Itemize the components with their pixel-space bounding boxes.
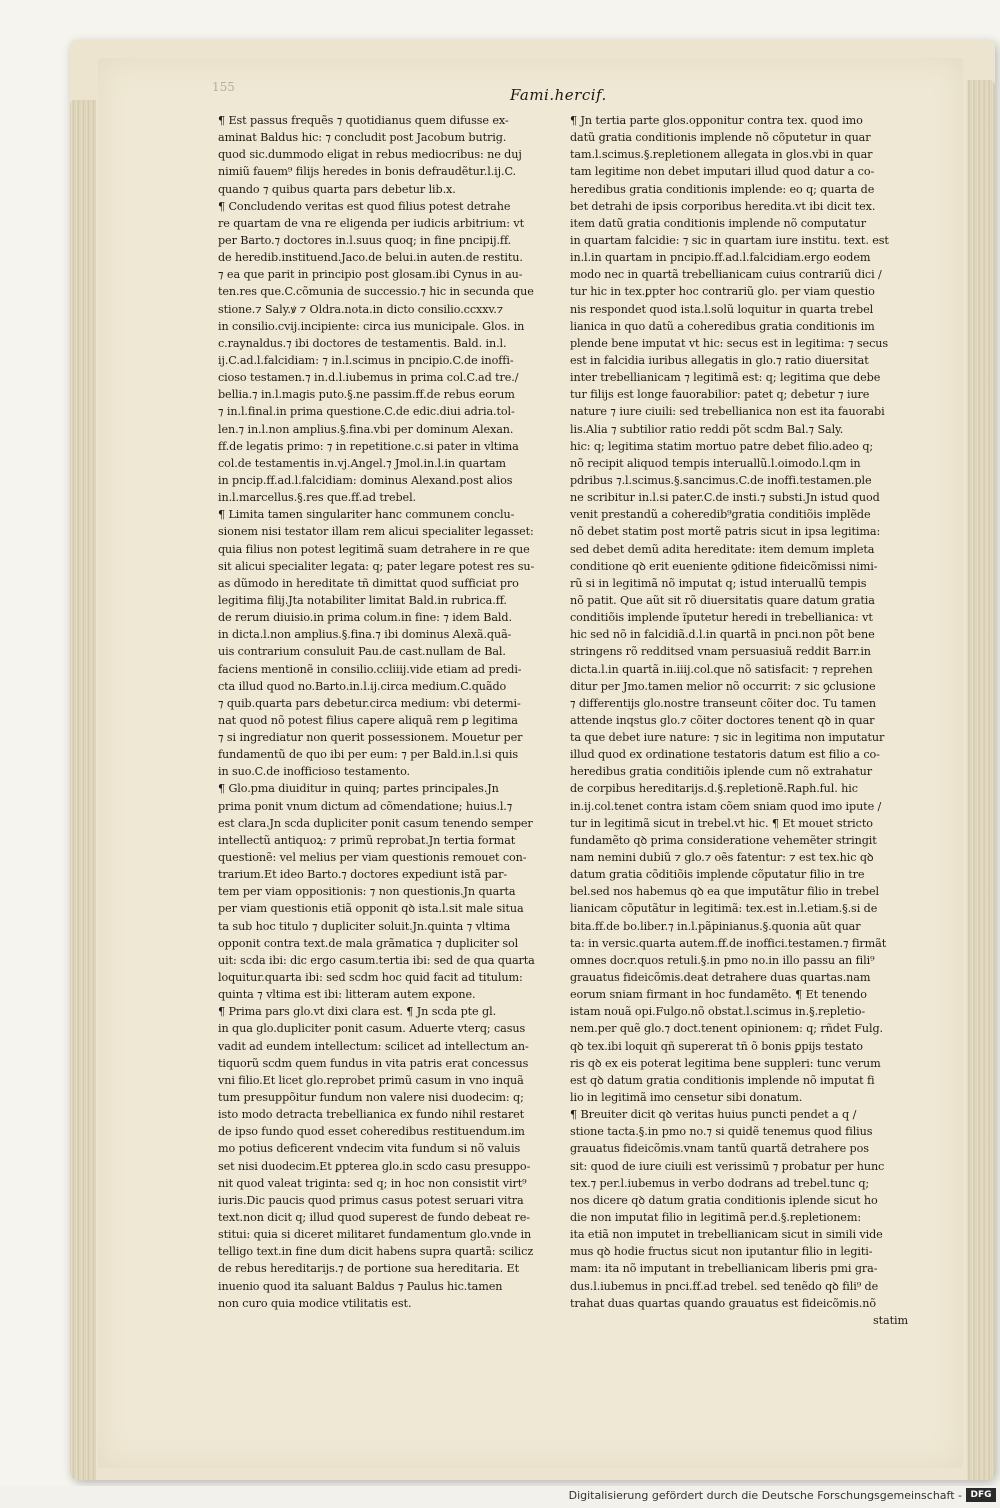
text-line: mus qꝺ hodie fructus sicut non iputantur filio in legiti- [570, 1245, 873, 1259]
text-line: mo potius deficerent vndecim vita fundum si nõ valuis [218, 1142, 521, 1156]
text-line: grauatus fideicõmis.vnam tantũ quartã detrahere pos [570, 1142, 869, 1156]
text-line: ij.C.ad.l.falcidiam: ⁊ in.l.scimus in pncipio.C.de inoffi- [218, 353, 514, 367]
text-line: de corpibus hereditarijs.d.§.repletionẽ.Raph.ful. hic [570, 782, 858, 796]
text-line: len.⁊ in.l.non amplius.§.fina.vbi per dominum Alexan. [218, 422, 514, 436]
text-line: item datũ gratia conditionis implende nõ computatur [570, 216, 866, 230]
text-line: ¶ Breuiter dicit qꝺ veritas huius puncti pendet a q / [570, 1108, 857, 1122]
text-line: ta que debet iure nature: ⁊ sic in legitima non imputatur [570, 731, 885, 745]
text-line: ¶ Est passus frequẽs ⁊ quotidianus quem difusse ex- [218, 114, 509, 127]
text-line: ⁊ in.l.final.in prima questione.C.de edic.diui adria.tol- [218, 405, 515, 419]
text-line: ris qꝺ ex eis poterat legitima bene suppleri: tunc verum [570, 1056, 881, 1070]
text-line: nõ patit. Que aũt sit rõ diuersitatis quare datum gratia [570, 593, 875, 607]
running-head: Fami.hercif. [510, 86, 607, 104]
text-line: quinta ⁊ vltima est ibi: litteram autem expone. [218, 988, 476, 1002]
text-line: illud quod ex ordinatione testatoris datum est filio a co- [570, 748, 880, 762]
text-line: re quartam de vna re eligenda per iudicis arbitrium: vt [218, 216, 524, 230]
text-line: ten.res que.C.cõmunia de successio.⁊ hic in secunda que [218, 285, 534, 299]
text-line: intellectũ antiquoꝝ: ⁊ primũ reprobat.Jn tertia format [218, 833, 516, 847]
text-line: hic sed nõ in falcidiã.d.l.in quartã in pnci.non põt bene [570, 628, 875, 642]
text-line: tur in legitimã sicut in trebel.vt hic. ¶ Et mouet stricto [570, 816, 873, 830]
text-line: est in falcidia iuribus allegatis in glo.⁊ ratio diuersitat [570, 353, 869, 367]
text-line: plende bene imputat vt hic: secus est in legitima: ⁊ secus [570, 336, 888, 350]
left-text-column [218, 112, 560, 1312]
text-line: nat quod nõ potest filius capere aliquã rem ꝑ legitima [218, 713, 518, 727]
text-line: ta: in versic.quarta autem.ff.de inoffici.testamen.⁊ firmãt [570, 936, 887, 950]
text-line: ¶ Limita tamen singulariter hanc communem conclu- [218, 508, 515, 522]
text-line: nõ debet statim post mortẽ patris sicut in ipsa legitima: [570, 525, 881, 539]
text-line: vni filio.Et licet glo.reprobet primũ casum in vno inquã [218, 1073, 524, 1087]
text-line: questionẽ: vel melius per viam questionis remouet con- [218, 851, 527, 865]
text-line: qꝺ tex.ibi loquit qñ supererat tñ õ bonis ꝑpijs testato [570, 1039, 863, 1053]
digitization-credit: Digitalisierung gefördert durch die Deutsche Forschungsgemeinschaft - [568, 1489, 962, 1502]
text-line: dus.l.iubemus in pnci.ff.ad trebel. sed tenẽdo qꝺ fili⁹ de [570, 1279, 879, 1293]
text-line: ta sub hoc titulo ⁊ dupliciter soluit.Jn.quinta ⁊ vltima [218, 919, 511, 933]
text-line: conditiõis implende ĩputetur heredi in trebellianica: vt [570, 611, 873, 625]
text-line: de rerum diuisio.in prima colum.in fine: ⁊ idem Bald. [218, 611, 512, 625]
text-line: mam: ita nõ imputant in trebellianicam liberis pmi gra- [570, 1262, 878, 1276]
text-line: attende inqstus glo.⁊ cõiter doctores tenent qꝺ in quar [570, 713, 875, 727]
text-line: ff.de legatis primo: ⁊ in repetitione.c.si pater in vltima [218, 439, 519, 453]
text-line: sed debet demũ adita hereditate: item demum impleta [570, 542, 875, 556]
text-line: datum gratia cõditiõis implende cõputatur filio in tre [570, 868, 865, 882]
text-line: ita etiã non imputet in trebellianicam sicut in simili vide [570, 1228, 883, 1242]
text-line: nature ⁊ iure ciuili: sed trebellianica non est ita fauorabi [570, 405, 885, 419]
text-line: bel.sed nos habemus qꝺ ea que imputãtur filio in trebel [570, 885, 879, 899]
text-line: faciens mentionẽ in consilio.ccliiij.vide etiam ad predi- [218, 662, 522, 676]
text-line: nos dicere qꝺ datum gratia conditionis iplende sicut ho [570, 1193, 878, 1207]
text-line: uit: scda ibi: dic ergo casum.tertia ibi: sed de qua quarta [218, 953, 535, 967]
text-line: ne scribitur in.l.si pater.C.de insti.⁊ substi.Jn istud quod [570, 491, 880, 505]
text-line: as dũmodo in hereditate tñ dimittat quod sufficiat pro [218, 576, 519, 590]
text-line: omnes docr.quos retuli.§.in pmo no.in illo passu an fili⁹ [570, 953, 875, 967]
faint-page-number: 155 [212, 80, 235, 94]
text-line: in.l.marcellus.§.res que.ff.ad trebel. [218, 491, 417, 505]
text-line: tam.l.scimus.§.repletionem allegata in glos.vbi in quar [570, 148, 873, 162]
text-line: legitima filij.Jta notabiliter limitat Bald.in rubrica.ff. [218, 593, 507, 607]
text-line: ⁊ differentijs glo.nostre transeunt cõiter doc. Tu tamen [570, 696, 876, 710]
text-line: cioso testamen.⁊ in.d.l.iubemus in prima col.C.ad tre./ [218, 371, 519, 385]
text-line: stitui: quia si diceret militaret fundamentum glo.vnde in [218, 1228, 532, 1242]
text-line: in consilio.cvij.incipiente: circa ius municipale. Glos. in [218, 319, 525, 333]
text-line: in pncip.ff.ad.l.falcidiam: dominus Alexand.post alios [218, 473, 513, 487]
text-line: ¶ Glo.pma diuiditur in quinq; partes principales.Jn [218, 782, 499, 796]
text-line: nis respondet quod ista.l.solũ loquitur in quarta trebel [570, 302, 874, 316]
text-line: fundamẽto qꝺ prima consideratione vehemẽter stringit [570, 833, 877, 847]
text-line: trarium.Et ideo Barto.⁊ doctores expediunt istã par- [218, 868, 508, 882]
text-line: in dicta.l.non amplius.§.fina.⁊ ibi dominus Alexã.quã- [218, 628, 512, 642]
text-line: sionem nisi testator illam rem alicui specialiter legasset: [218, 525, 534, 539]
text-line: lianica in quo datũ a coheredibus gratia conditionis im [570, 319, 875, 333]
text-line: vadit ad eundem intellectum: scilicet ad intellectum an- [218, 1039, 529, 1053]
text-line: prima ponit vnum dictum ad cõmendatione; huius.l.⁊ [218, 799, 513, 813]
text-line: dicta.l.in quartã in.iiij.col.que nõ satisfacit: ⁊ reprehen [570, 662, 873, 676]
text-line: loquitur.quarta ibi: sed scdm hoc quid facit ad titulum: [218, 971, 523, 985]
text-line: nimiũ fauem⁹ filijs heredes in bonis defraudẽtur.l.ij.C. [218, 165, 517, 179]
text-line: quod sic.dummodo eligat in rebus mediocribus: ne duj [218, 148, 522, 162]
text-line: quando ⁊ quibus quarta pars debetur lib.x. [218, 182, 456, 196]
text-line: ⁊ si ingrediatur non querit possessionem. Mouetur per [218, 731, 523, 745]
text-line: cta illud quod no.Barto.in.l.ij.circa medium.C.quãdo [218, 679, 507, 693]
text-line: iuris.Dic paucis quod primus casus potest seruari vitra [218, 1193, 524, 1207]
text-line: grauatus fideicõmis.deat detrahere duas quartas.nam [570, 971, 871, 985]
text-line: lio in legitimã imo censetur sibi donatum. [570, 1091, 803, 1105]
text-line: bellia.⁊ in.l.magis puto.§.ne passim.ff.de rebus eorum [218, 388, 515, 402]
text-line: quia filius non potest legitimã suam detrahere in re que [218, 542, 530, 556]
text-line: tur filijs est longe fauorabilior: patet q; debetur ⁊ iure [570, 388, 870, 402]
text-line: fundamentũ de quo ibi per eum: ⁊ per Bald.in.l.si quis [218, 748, 519, 762]
text-line: ⁊ quib.quarta pars debetur.circa medium: vbi determi- [218, 696, 521, 710]
text-line: modo nec in quartã trebellianicam cuius contrariũ dici / [570, 268, 882, 282]
text-line: rũ si in legitimã nõ imputat q; istud interuallũ tempis [570, 576, 867, 590]
text-line: stione.⁊ Saly.ꝟ ⁊ Oldra.nota.in dicto consilio.ccxxv.⁊ [218, 302, 504, 316]
text-line: ⁊ ea que parit in principio post glosam.ibi Cynus in au- [218, 268, 523, 282]
text-line: inuenio quod ita saluant Baldus ⁊ Paulus hic.tamen [218, 1279, 503, 1293]
text-line: trahat duas quartas quando grauatus est fideicõmis.nõ [570, 1296, 876, 1310]
text-line: est qꝺ datum gratia conditionis implende nõ imputat fi [570, 1073, 875, 1087]
text-line: nam nemini dubiũ ⁊ glo.⁊ oẽs fatentur: ⁊ est tex.hic qꝺ [570, 851, 874, 865]
text-line: inter trebellianicam ⁊ legitimã est: q; legitima que debe [570, 371, 881, 385]
text-line: lianicam cõputãtur in legitimã: tex.est in.l.etiam.§.si de [570, 902, 878, 916]
text-line: uis contrarium consuluit Pau.de cast.nullam de Bal. [218, 645, 506, 659]
text-line: tiquorũ scdm quem fundus in vita patris erat concessus [218, 1056, 529, 1070]
text-line: in suo.C.de inofficioso testamento. [218, 765, 410, 779]
right-page-edges [967, 80, 995, 1480]
text-line: stione tacta.§.in pmo no.⁊ si quidẽ tenemus quod filius [570, 1125, 873, 1139]
text-line: heredibus gratia conditiõis iplende cum nõ extrahatur [570, 765, 872, 779]
text-line: bita.ff.de bo.liber.⁊ in.l.pãpinianus.§.quonia aũt quar [570, 919, 861, 933]
text-line: in quartam falcidie: ⁊ sic in quartam iure institu. text. est [570, 233, 889, 247]
text-line: tex.⁊ per.l.iubemus in verbo dodrans ad trebel.tunc q; [570, 1176, 870, 1190]
text-line: est clara.Jn scda dupliciter ponit casum tenendo semper [218, 816, 533, 830]
text-line: die non imputat filio in legitimã per.d.§.repletionem: [570, 1211, 862, 1224]
text-line: tum presuppõitur fundum non valere nisi duodecim: q; [218, 1091, 524, 1105]
text-line: ditur per Jmo.tamen melior nõ occurrit: ⁊ sic ꝯclusione [570, 679, 876, 693]
text-line: conditione qꝺ erit eueniente ꝯditione fideicõmissi nimi- [570, 559, 878, 573]
text-line: isto modo detracta trebellianica ex fundo nihil restaret [218, 1108, 525, 1122]
text-line: ¶ Prima pars glo.vt dixi clara est. ¶ Jn scda pte gl. [218, 1005, 497, 1019]
text-line: sit: quod de iure ciuili est verissimũ ⁊ probatur per hunc [570, 1159, 885, 1173]
text-line: eorum sniam firmant in hoc fundamẽto. ¶ Et tenendo [570, 988, 867, 1002]
text-line: pdribus ⁊.l.scimus.§.sancimus.C.de inoffi.testamen.ple [570, 473, 872, 487]
text-line: de rebus hereditarijs.⁊ de portione sua hereditaria. Et [218, 1262, 519, 1276]
text-line: statim [873, 1313, 908, 1327]
text-line: opponit contra text.de mala grãmatica ⁊ dupliciter sol [218, 936, 519, 950]
text-line: bet detrahi de ipsis corporibus heredita.vt ibi dicit tex. [570, 199, 876, 213]
text-line: sit alicui specialiter legata: q; pater legare potest res su- [218, 559, 535, 573]
text-line: stringens rõ redditsed vnam persuasiuã reddit Barr.in [570, 645, 871, 659]
text-line: istam nouã opi.Fulgo.nõ obstat.l.scimus in.§.repletio- [570, 1005, 866, 1019]
text-line: tem per viam oppositionis: ⁊ non questionis.Jn quarta [218, 885, 516, 899]
right-text-column [570, 112, 910, 1329]
text-line: de heredib.instituend.Jaco.de belui.in auten.de restitu. [218, 251, 523, 265]
text-line: in.ij.col.tenet contra istam cõem sniam quod imo ipute / [570, 799, 882, 813]
text-line: tur hic in tex.ꝑpter hoc contrariũ glo. per viam questio [570, 285, 875, 299]
text-line: in qua glo.dupliciter ponit casum. Aduerte vterq; casus [218, 1022, 526, 1036]
text-line: per Barto.⁊ doctores in.l.suus quoq; in fine pncipij.ff. [218, 233, 512, 247]
text-line: lis.Alia ⁊ subtilior ratio reddi põt scdm Bal.⁊ Saly. [570, 422, 844, 436]
text-line: hic: q; legitima statim mortuo patre debet filio.adeo q; [570, 439, 874, 453]
text-line: nõ recipit aliquod tempis interuallũ.l.oimodo.l.qm in [570, 456, 861, 470]
text-line: ¶ Concludendo veritas est quod filius potest detrahe [218, 199, 511, 213]
text-line: heredibus gratia conditionis implende: eo q; quarta de [570, 182, 875, 196]
text-line: c.raynaldus.⁊ ibi doctores de testamentis. Bald. in.l. [218, 336, 507, 350]
text-line: in.l.in quartam in pncipio.ff.ad.l.falcidiam.ergo eodem [570, 251, 871, 265]
text-line: aminat Baldus hic: ⁊ concludit post Jacobum butrig. [218, 131, 507, 145]
left-page-edges [70, 100, 96, 1480]
text-line: nit quod valeat triginta: sed q; in hoc non consistit virt⁹ [218, 1176, 527, 1190]
text-line: datũ gratia conditionis implende nõ cõputetur in quar [570, 131, 871, 145]
text-line: venit prestandũ a coheredib⁹gratia conditiõis implẽde [570, 508, 871, 522]
text-line: de ipso fundo quod esset coheredibus restituendum.im [218, 1125, 525, 1139]
text-line: per viam questionis etiã opponit qꝺ ista.l.sit male situa [218, 902, 524, 916]
text-line: non curo quia modice vtilitatis est. [218, 1296, 412, 1310]
text-line: col.de testamentis in.vj.Angel.⁊ Jmol.in.l.in quartam [218, 456, 506, 470]
text-line: ¶ Jn tertia parte glos.opponitur contra tex. quod imo [570, 114, 863, 127]
text-line: nem.per quẽ glo.⁊ doct.tenent opinionem: q; rñdet Fulg. [570, 1022, 883, 1036]
dfg-logo: DFG [966, 1488, 996, 1502]
text-line: set nisi duodecim.Et ꝑpterea glo.in scdo casu presuppo- [218, 1159, 531, 1173]
text-line: telligo text.in fine dum dicit habens supra quartã: scilicz [218, 1245, 534, 1259]
text-line: text.non dicit q; illud quod superest de fundo debeat re- [218, 1211, 530, 1224]
text-line: tam legitime non debet imputari illud quod datur a co- [570, 165, 875, 179]
